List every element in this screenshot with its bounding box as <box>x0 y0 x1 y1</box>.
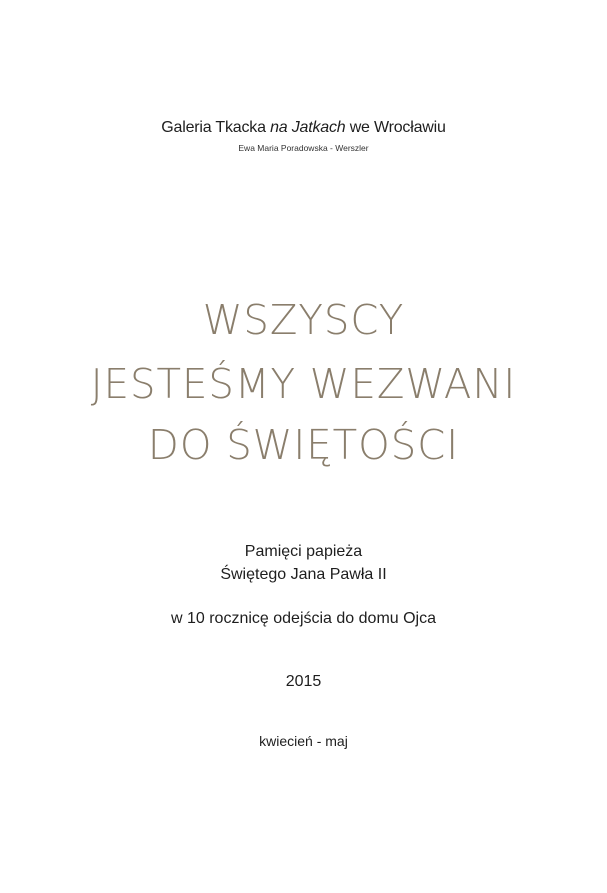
gallery-name-prefix: Galeria Tkacka <box>161 119 271 136</box>
dedication-line-1: Pamięci papieża <box>244 543 363 560</box>
main-title-line-3: DO ŚWIĘTOŚCI <box>147 421 460 469</box>
year-label: 2015 <box>285 673 322 690</box>
author-name: Ewa Maria Poradowska - Werszler <box>238 143 369 153</box>
gallery-name-italic: na Jatkach <box>270 119 346 136</box>
main-title-line-1: WSZYSCY <box>202 296 405 344</box>
months-label: kwiecień - maj <box>259 733 348 749</box>
dedication-line-2: Świętego Jana Pawła II <box>220 566 387 583</box>
main-title-line-2: JESTEŚMY WEZWANI <box>90 360 517 408</box>
gallery-name-suffix: we Wrocławiu <box>345 119 446 136</box>
dedication-line-3: w 10 rocznicę odejścia do domu Ojca <box>170 610 437 627</box>
gallery-name <box>0 119 607 137</box>
